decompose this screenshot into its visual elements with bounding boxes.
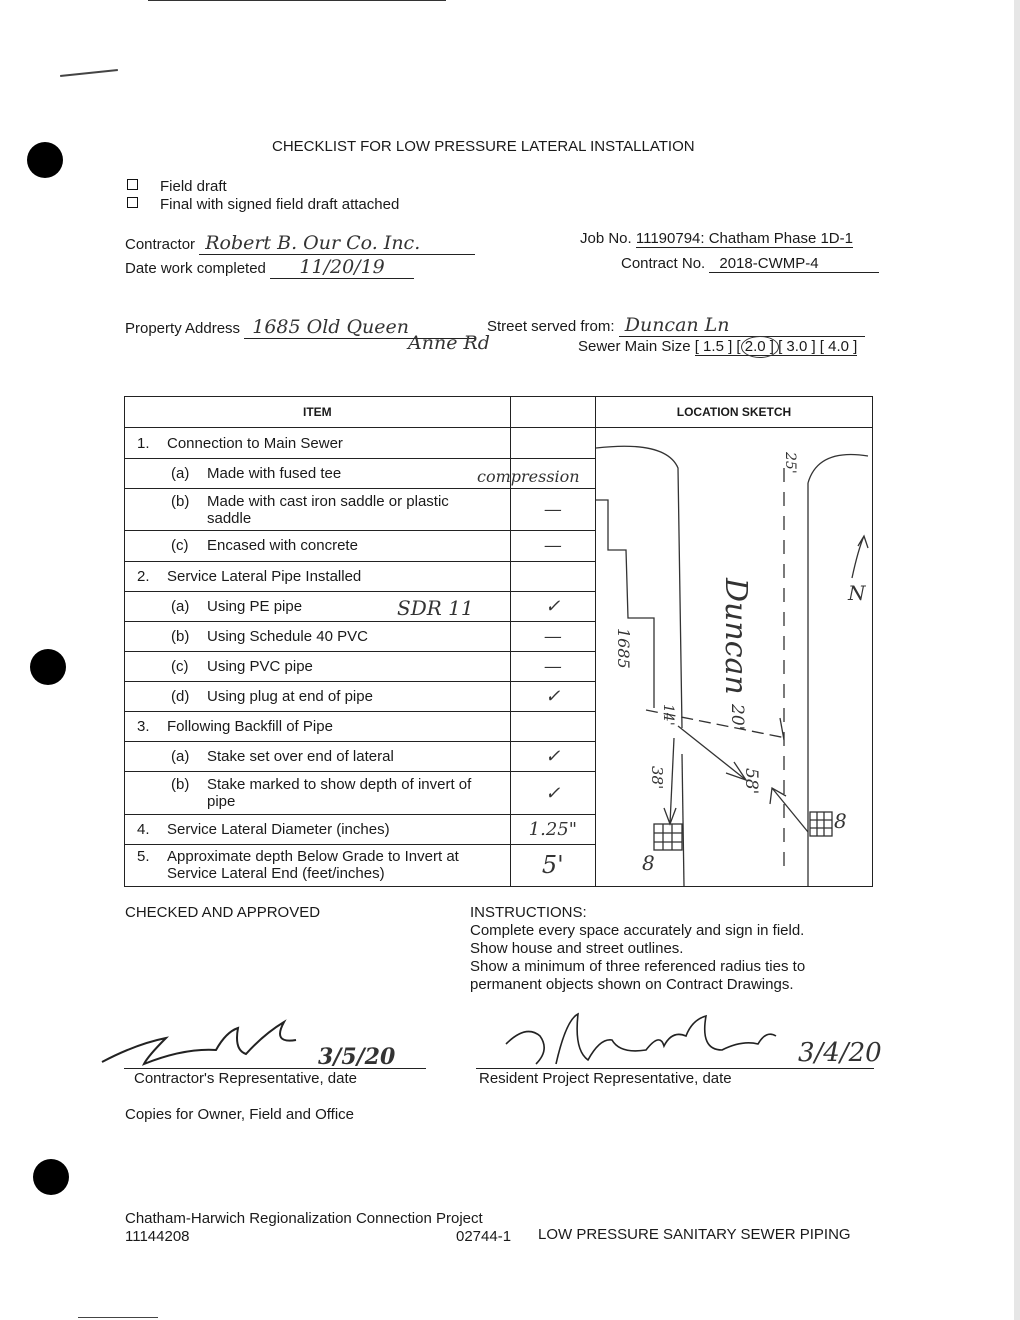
street-row [487,314,865,337]
checkbox-field-draft[interactable] [127,179,138,190]
contractor-label: Contractor [125,236,196,253]
sketch-north-arrow [852,536,868,578]
row-text: Stake set over end of lateral [207,748,394,766]
scan-line-top [148,0,446,1]
scan-edge [1014,0,1020,1320]
instruction-line-1: Complete every space accurately and sign in field. [470,922,805,939]
sketch-box-1-grid [654,824,682,850]
punch-hole-2 [30,649,66,685]
row-mark[interactable]: ✓ [510,591,595,621]
sketch-lot-line [596,500,654,708]
row-mark[interactable]: 5' [510,844,595,886]
row-num: (b) [171,492,190,510]
checkbox-final-draft[interactable] [127,197,138,208]
col-mark-header [510,397,595,428]
project-name: Chatham-Harwich Regionalization Connection Project [125,1210,483,1227]
punch-hole-3 [33,1159,69,1195]
copies-note: Copies for Owner, Field and Office [125,1106,354,1123]
row-num: 1. [137,434,150,452]
job-label: Job No. [580,230,632,247]
contract-label: Contract No. [621,255,706,272]
row-mark[interactable] [510,712,595,742]
contractor-signature-line[interactable] [124,1068,426,1069]
project-number: 11144208 [125,1228,190,1245]
contractor-field[interactable]: Robert B. Our Co. Inc. [199,232,475,255]
row-text: Made with cast iron saddle or plastic saddle [207,492,449,527]
contract-field[interactable]: 2018-CWMP-4 [709,255,879,273]
row-num: (b) [171,627,190,645]
row-mark[interactable] [510,428,595,459]
sketch-house-number: 1685 [613,628,633,669]
row-text: Using PVC pipe [207,657,313,675]
row-mark[interactable]: — [510,531,595,561]
property-label: Property Address [125,320,241,337]
sewer-label: Sewer Main Size [578,338,691,355]
contract-row [621,255,879,273]
sketch-road-edge-left-bottom [682,754,684,886]
row-num: 3. [137,718,150,736]
row-num: (a) [171,748,190,766]
sketch-road-edge-right [808,455,868,483]
row-mark[interactable]: ✓ [510,742,595,772]
row-text: Made with fused tee [207,465,342,483]
resident-signature-line[interactable] [476,1068,874,1069]
date-field[interactable]: 11/20/19 [270,256,414,279]
street-label: Street served from: [487,318,615,335]
sketch-drawing [596,428,872,886]
sewer-row [578,338,857,356]
row-mark[interactable]: ✓ [510,772,595,814]
row-num: 5. [137,848,150,866]
page-title: CHECKLIST FOR LOW PRESSURE LATERAL INSTALLATION [272,138,695,155]
row-mark[interactable]: — [510,621,595,651]
scan-mark [60,69,118,77]
sketch-dim-3: 38' [647,766,666,790]
contractor-row [125,232,475,255]
table-header-row [125,397,873,428]
sketch-lot-1: 8 [641,851,655,875]
row-text: Using PE pipe [207,597,303,615]
location-sketch [595,428,872,887]
row-text: Using Schedule 40 PVC [207,627,368,645]
sketch-dim-1: 14' [659,704,676,726]
row-note-sdr: SDR 11 [397,595,474,620]
table-row [125,428,873,459]
resident-rep-label: Resident Project Representative, date [479,1070,732,1087]
col-item-header: ITEM [125,397,511,428]
sketch-box-2-grid [810,812,832,836]
checked-approved-label: CHECKED AND APPROVED [125,904,321,921]
sketch-tie-3 [772,788,808,832]
sketch-dim-4: 58' [740,768,761,795]
sketch-dim-2: 20' [726,704,747,731]
section-title: LOW PRESSURE SANITARY SEWER PIPING [538,1226,851,1243]
option-field-draft[interactable] [127,178,227,195]
sketch-tie-1 [678,726,746,780]
date-row [125,256,414,279]
sketch-dim-5: 25' [781,452,798,474]
row-mark[interactable]: — [510,651,595,681]
row-num: (b) [171,776,190,793]
sewer-selected-circle [741,336,779,358]
row-num: (a) [171,597,190,615]
sketch-lot-2: 8 [833,809,847,833]
contractor-rep-date: 3/5/20 [318,1044,396,1070]
row-mark[interactable]: ✓ [510,682,595,712]
sketch-box-1 [654,824,682,850]
row-num: 4. [137,820,150,838]
instruction-line-3: Show a minimum of three referenced radius ties to [470,958,806,975]
section-number: 02744-1 [456,1228,512,1245]
job-field[interactable]: 11190794: Chatham Phase 1D-1 [635,230,853,247]
sketch-road-edge-left-top [596,446,682,728]
option-final-draft-label: Final with signed field draft attached [160,196,400,213]
row-mark[interactable] [510,561,595,591]
sketch-street-name: Duncan [717,578,753,695]
date-label: Date work completed [125,260,266,277]
row-mark[interactable]: — [510,489,595,531]
street-field[interactable]: Duncan Ln [619,314,865,337]
row-text: Encased with concrete [207,537,358,555]
row-text: Stake marked to show depth of invert of pipe [207,776,472,810]
resident-rep-date: 3/4/20 [798,1038,882,1068]
row-mark[interactable]: 1.25" [510,814,595,844]
instruction-line-2: Show house and street outlines. [470,940,684,957]
option-final-draft[interactable] [127,196,399,213]
sketch-north-label: N [847,581,866,605]
row-text: Following Backfill of Pipe [167,718,333,736]
option-field-draft-label: Field draft [160,178,227,195]
sewer-options[interactable]: [ 1.5 ] [ 2.0 ] [ 3.0 ] [ 4.0 ] [694,338,858,355]
row-num: (d) [171,688,190,706]
row-num: (c) [171,537,189,555]
col-sketch-header: LOCATION SKETCH [595,397,872,428]
row-text: Using plug at end of pipe [207,688,373,706]
row-num: (a) [171,465,190,483]
instruction-line-4: permanent objects shown on Contract Drawings. [470,976,794,993]
row-text: Service Lateral Diameter (inches) [167,820,390,838]
row-note-compression: compression [477,467,580,487]
row-text: Connection to Main Sewer [167,434,343,452]
property-field-line2: Anne Rd [408,332,490,354]
property-field[interactable]: 1685 Old Queen [244,316,476,339]
instructions-title: INSTRUCTIONS: [470,904,587,921]
checklist-table [124,396,873,887]
contractor-rep-label: Contractor's Representative, date [134,1070,357,1087]
row-num: (c) [171,657,189,675]
scan-line-bottom [78,1317,158,1318]
row-text: Approximate depth Below Grade to Invert at Service Lateral End (feet/inches) [167,848,459,883]
sketch-box-2 [810,812,832,836]
contractor-signature [96,1014,326,1074]
job-row [580,230,853,248]
sketch-tie-2 [670,738,674,824]
row-text: Service Lateral Pipe Installed [167,567,362,585]
row-num: 2. [137,567,150,585]
punch-hole-1 [27,142,63,178]
